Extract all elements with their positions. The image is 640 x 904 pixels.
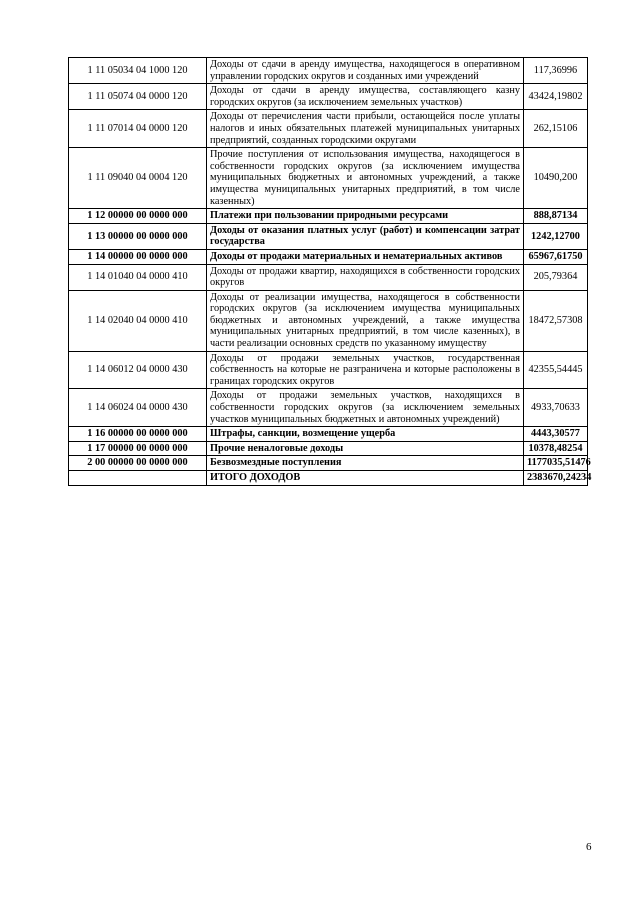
- amount-cell: 888,87134: [524, 209, 588, 224]
- table-row: [69, 351, 588, 389]
- code-cell: 2 00 00000 00 0000 000: [69, 456, 207, 471]
- code-cell: 1 11 09040 04 0004 120: [69, 148, 207, 209]
- code-cell: 1 13 00000 00 0000 000: [69, 223, 207, 249]
- code-cell: 1 14 06012 04 0000 430: [69, 351, 207, 389]
- revenue-table: [68, 57, 592, 486]
- code-cell: 1 12 00000 00 0000 000: [69, 209, 207, 224]
- code-cell: 1 14 01040 04 0000 410: [69, 264, 207, 290]
- amount-cell: 117,36996: [524, 58, 588, 84]
- name-cell: Штрафы, санкции, возмещение ущерба: [207, 427, 524, 442]
- name-cell: Доходы от продажи земельных участков, находящихся в собственности городских округов (за исключением земельных участков муниципальных бюджетных и автономных учреждений): [207, 389, 524, 427]
- page-number: 6: [586, 841, 592, 853]
- table-row: [69, 58, 588, 84]
- code-cell: 1 11 05074 04 0000 120: [69, 84, 207, 110]
- table-row: [69, 427, 588, 442]
- amount-cell: 4443,30577: [524, 427, 588, 442]
- name-cell: Доходы от продажи квартир, находящихся в собственности городских округов: [207, 264, 524, 290]
- amount-cell: 18472,57308: [524, 290, 588, 351]
- table-body: [69, 58, 592, 486]
- table-row: [69, 110, 588, 148]
- name-cell: Платежи при пользовании природными ресурсами: [207, 209, 524, 224]
- code-cell: [69, 471, 207, 486]
- amount-cell: 205,79364: [524, 264, 588, 290]
- amount-cell: 1242,12700: [524, 223, 588, 249]
- name-cell: Доходы от продажи земельных участков, государственная собственность на которые не разграничена и которые расположены в границах городских округов: [207, 351, 524, 389]
- code-cell: 1 16 00000 00 0000 000: [69, 427, 207, 442]
- amount-cell: 2383670,24234: [524, 471, 588, 486]
- amount-cell: 42355,54445: [524, 351, 588, 389]
- table-row: [69, 223, 588, 249]
- code-cell: 1 11 07014 04 0000 120: [69, 110, 207, 148]
- amount-cell: 262,15106: [524, 110, 588, 148]
- table-row: [69, 441, 588, 456]
- table-row: [69, 290, 588, 351]
- amount-cell: 10378,48254: [524, 441, 588, 456]
- table-row: [69, 84, 588, 110]
- table-row: [69, 264, 588, 290]
- table-row: [69, 209, 588, 224]
- table-row: [69, 471, 588, 486]
- name-cell: Доходы от оказания платных услуг (работ) и компенсации затрат государства: [207, 223, 524, 249]
- table-row: [69, 249, 588, 264]
- name-cell: Прочие поступления от использования имущества, находящегося в собственности городских округов (за исключением имущества муниципальных бюджетных и автономных учреждений, а также имущества муниципальных унитарных предприятий, в том числе казенных): [207, 148, 524, 209]
- table-row: [69, 389, 588, 427]
- amount-cell: 10490,200: [524, 148, 588, 209]
- amount-cell: 43424,19802: [524, 84, 588, 110]
- code-cell: 1 14 06024 04 0000 430: [69, 389, 207, 427]
- code-cell: 1 17 00000 00 0000 000: [69, 441, 207, 456]
- code-cell: 1 14 00000 00 0000 000: [69, 249, 207, 264]
- amount-cell: 65967,61750: [524, 249, 588, 264]
- name-cell: Доходы от сдачи в аренду имущества, составляющего казну городских округов (за исключением земельных участков): [207, 84, 524, 110]
- name-cell: ИТОГО ДОХОДОВ: [207, 471, 524, 486]
- table-row: [69, 456, 588, 471]
- code-cell: 1 11 05034 04 1000 120: [69, 58, 207, 84]
- name-cell: Доходы от сдачи в аренду имущества, находящегося в оперативном управлении городских округов и созданных ими учреждений: [207, 58, 524, 84]
- name-cell: Прочие неналоговые доходы: [207, 441, 524, 456]
- amount-cell: 4933,70633: [524, 389, 588, 427]
- table-row: [69, 148, 588, 209]
- name-cell: Доходы от перечисления части прибыли, остающейся после уплаты налогов и иных обязательных платежей муниципальных унитарных предприятий, созданных городскими округами: [207, 110, 524, 148]
- name-cell: Доходы от реализации имущества, находящегося в собственности городских округов (за исключением имущества муниципальных бюджетных и автономных учреждений, а также имущества муниципальных унитарных предприятий, в том числе казенных), в части реализации основных средств по указанному имуществу: [207, 290, 524, 351]
- amount-cell: 1177035,51476: [524, 456, 588, 471]
- code-cell: 1 14 02040 04 0000 410: [69, 290, 207, 351]
- name-cell: Доходы от продажи материальных и нематериальных активов: [207, 249, 524, 264]
- name-cell: Безвозмездные поступления: [207, 456, 524, 471]
